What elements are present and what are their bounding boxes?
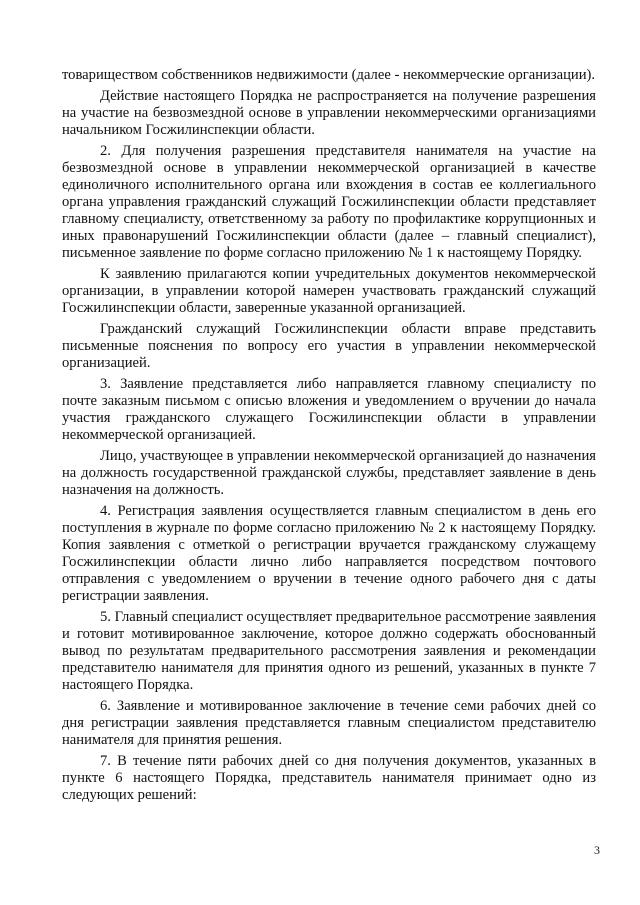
paragraph: 7. В течение пяти рабочих дней со дня получения документов, указанных в пункте 6 настоящего Порядка, представитель нанимателя принимает одно из следующих решений:: [62, 753, 596, 803]
paragraph: К заявлению прилагаются копии учредительных документов некоммерческой организации, в управлении которой намерен участвовать гражданский служащий Госжилинспекции области, заверенные указанной организацией.: [62, 266, 596, 316]
paragraph: товариществом собственников недвижимости (далее - некоммерческие организации).: [62, 67, 596, 83]
paragraph: 5. Главный специалист осуществляет предварительное рассмотрение заявления и готовит мотивированное заключение, которое должно содержать обоснованный вывод по результатам предварительного рассмотрения заявления и рекомендации представителю нанимателя для принятия одного из решений, указанных в пункте 7 настоящего Порядка.: [62, 609, 596, 693]
paragraph: 2. Для получения разрешения представителя нанимателя на участие на безвозмездной основе в управлении некоммерческой организацией в качестве единоличного исполнительного органа или вхождения в состав ее коллегиального органа управления гражданский служащий Госжилинспекции области представляет главному специалисту, ответственному за работу по профилактике коррупционных и иных правонарушений Госжилинспекции области (далее – главный специалист), письменное заявление по форме согласно приложению № 1 к настоящему Порядку.: [62, 143, 596, 261]
paragraph: Действие настоящего Порядка не распространяется на получение разрешения на участие на безвозмездной основе в управлении некоммерческими организациями начальником Госжилинспекции области.: [62, 88, 596, 138]
paragraph: 6. Заявление и мотивированное заключение в течение семи рабочих дней со дня регистрации заявления представляется главным специалистом представителю нанимателя для принятия решения.: [62, 698, 596, 748]
document-body: [62, 67, 596, 808]
paragraph: 4. Регистрация заявления осуществляется главным специалистом в день его поступления в журнале по форме согласно приложению № 2 к настоящему Порядку. Копия заявления с отметкой о регистрации вручается гражданскому служащему Госжилинспекции области лично либо направляется посредством почтового отправления с уведомлением о вручении в течение одного рабочего дня с даты регистрации заявления.: [62, 503, 596, 604]
paragraph: 3. Заявление представляется либо направляется главному специалисту по почте заказным письмом с описью вложения и уведомлением о вручении до начала участия гражданского служащего Госжилинспекции области в управлении некоммерческой организацией.: [62, 376, 596, 443]
paragraph: Лицо, участвующее в управлении некоммерческой организацией до назначения на должность государственной гражданской службы, представляет заявление в день назначения на должность.: [62, 448, 596, 498]
page-number: 3: [594, 843, 600, 857]
paragraph: Гражданский служащий Госжилинспекции области вправе представить письменные пояснения по вопросу его участия в управлении некоммерческой организацией.: [62, 321, 596, 371]
